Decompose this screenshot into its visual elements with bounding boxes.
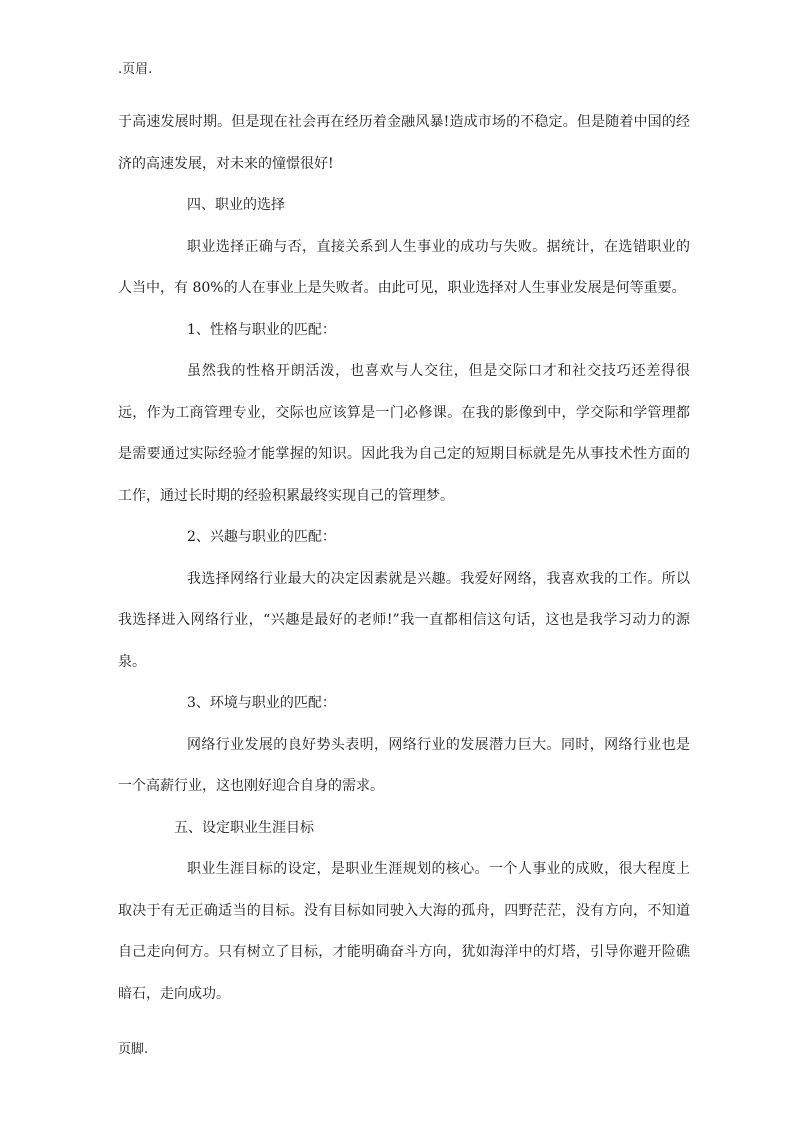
- subsection-2-heading: 2、兴趣与职业的匹配：: [187, 529, 336, 545]
- section-5-heading: 五、设定职业生涯目标: [174, 819, 314, 836]
- paragraph-personality: 虽然我的性格开朗活泼，也喜欢与人交往，但是交际口才和社交技巧还差得很远，作为工商管理专业，交际也应该算是一门必修课。在我的影像到中，学交际和学管理都是需要通过实际经验才能掌握的知识。因此我为自己定的短期目标就是先从事技术性方面的工作，通过长时期的经验积累最终实现自己的管理梦。: [118, 363, 690, 504]
- paragraph-career-choice: 职业选择正确与否，直接关系到人生事业的成功与失败。据统计，在选错职业的人当中，有 80%的人在事业上是失败者。由此可见，职业选择对人生事业发展是何等重要。: [118, 238, 690, 296]
- paragraph-continued: 于高速发展时期。但是现在社会再在经历着金融风暴!造成市场的不稳定。但是随着中国的经济的高速发展，对未来的憧憬很好!: [118, 114, 690, 172]
- page-footer: 页脚.: [118, 1042, 149, 1057]
- document-body: [118, 102, 690, 1015]
- paragraph-environment: 网络行业发展的良好势头表明，网络行业的发展潜力巨大。同时，网络行业也是一个高薪行业，这也刚好迎合自身的需求。: [118, 736, 690, 794]
- paragraph-interest: 我选择网络行业最大的决定因素就是兴趣。我爱好网络，我喜欢我的工作。所以我选择进入网络行业，“兴趣是最好的老师!”我一直都相信这句话，这也是我学习动力的源泉。: [118, 570, 690, 670]
- subsection-1-heading: 1、性格与职业的匹配：: [187, 321, 336, 338]
- subsection-3-heading: 3、环境与职业的匹配：: [187, 695, 336, 711]
- page-header: .页眉.: [118, 62, 153, 77]
- section-4-heading: 四、职业的选择: [187, 197, 285, 213]
- paragraph-career-goals: 职业生涯目标的设定，是职业生涯规划的核心。一个人事业的成败，很大程度上取决于有无正确适当的目标。没有目标如同驶入大海的孤舟，四野茫茫，没有方向，不知道自己走向何方。只有树立了目标，才能明确奋斗方向，犹如海洋中的灯塔，引导你避开险礁暗石，走向成功。: [118, 861, 690, 1002]
